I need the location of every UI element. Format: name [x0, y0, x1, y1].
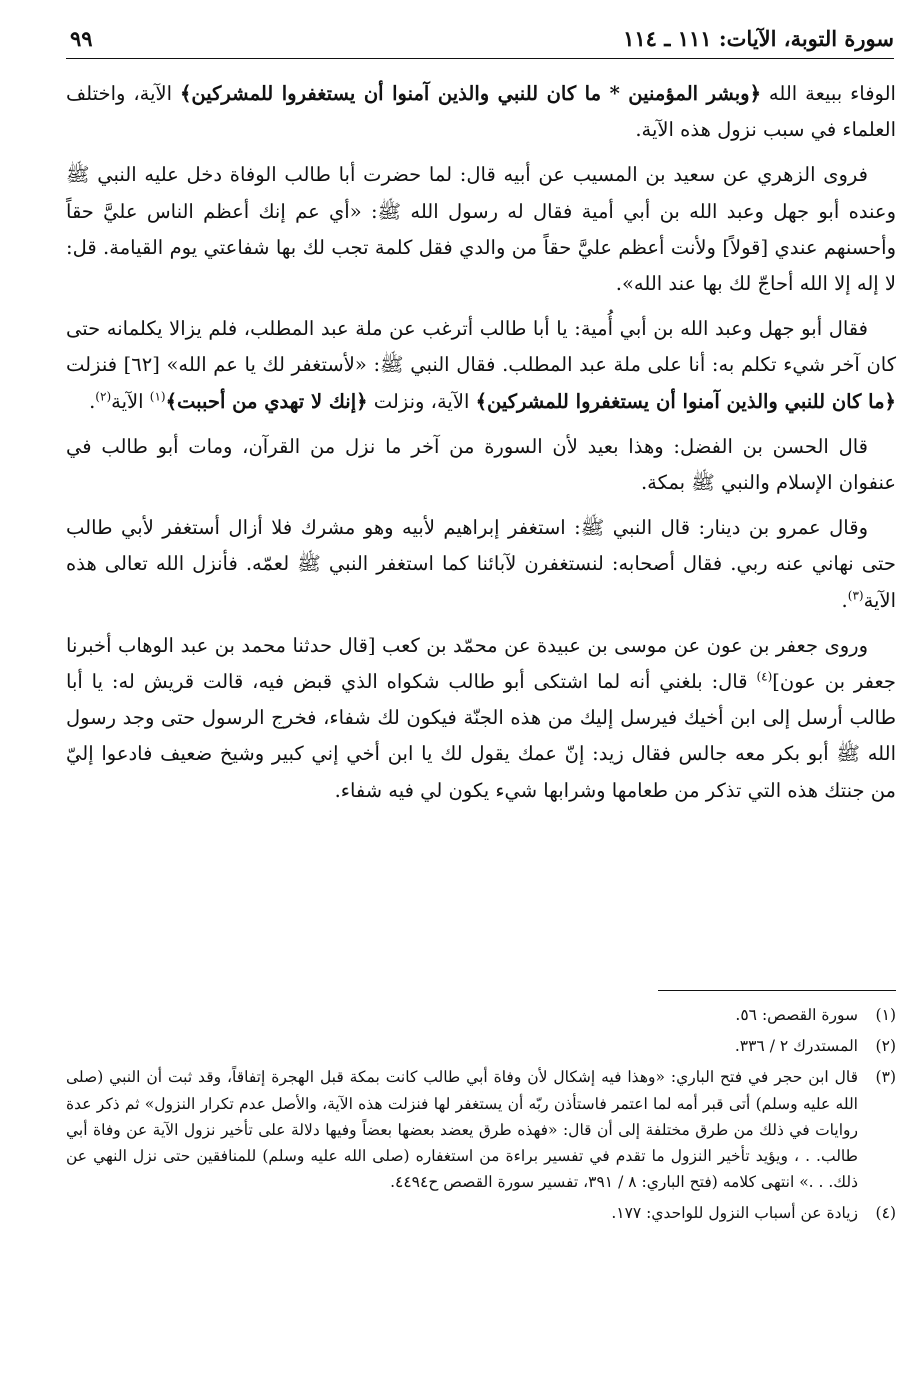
footnote-number: (٢)	[875, 1037, 896, 1056]
page-number: ٩٩	[70, 26, 93, 51]
text-run: الآية، ونزلت	[367, 389, 476, 413]
text-run: وروى جعفر بن عون عن موسى بن عبيدة عن محمّد بن كعب [قال حدثنا محمد بن عبد الوهاب أخبرنا جعفر بن عون]	[66, 633, 896, 694]
quran-verse: ﴿ما كان للنبي والذين آمنوا أن يستغفروا للمشركين﴾	[475, 389, 896, 413]
footnotes	[66, 1002, 896, 1232]
footnote-text: المستدرك ٢ / ٣٣٦.	[734, 1037, 858, 1056]
running-header	[66, 22, 894, 59]
footnote	[66, 1064, 896, 1195]
paragraph	[66, 510, 896, 619]
footnote	[66, 1033, 896, 1059]
text-run: .	[841, 588, 848, 612]
paragraph	[66, 628, 896, 809]
text-run: وقال عمرو بن دينار: قال النبي ﷺ: استغفر إبراهيم لأبيه وهو مشرك فلا أزال أستغفر لأبي طالب حتى نهاني عنه ربي. فقال أصحابه: لنستغفرن لآبائنا كما استغفر النبي ﷺ لعمّه. فأنزل الله تعالى هذه الآية	[66, 516, 896, 612]
paragraph	[66, 76, 896, 148]
footnote	[66, 1002, 896, 1028]
footnote-ref[interactable]: (٢)	[95, 389, 112, 404]
main-text	[66, 76, 896, 818]
footnote-ref[interactable]: (٤)	[756, 669, 773, 684]
quran-verse: ﴿وبشر المؤمنين * ما كان للنبي والذين آمنوا أن يستغفروا للمشركين﴾	[179, 82, 761, 105]
footnote-text: زيادة عن أسباب النزول للواحدي: ١٧٧.	[611, 1204, 858, 1223]
header-title: سورة التوبة، الآيات: ١١١ ـ ١١٤	[623, 26, 894, 51]
footnote-ref[interactable]: (١)	[149, 389, 166, 404]
text-run: .	[89, 389, 96, 413]
footnote-separator	[658, 990, 896, 991]
paragraph	[66, 157, 896, 302]
text-run: الآية، واختلف العلماء في سبب نزول هذه الآية.	[66, 82, 896, 142]
footnote-number: (٤)	[875, 1204, 896, 1223]
quran-verse: ﴿إنك لا تهدي من أحببت﴾	[165, 389, 368, 413]
text-run: قال الحسن بن الفضل: وهذا بعيد لأن السورة من آخر ما نزل من القرآن، ومات أبو طالب في عنفوان الإسلام والنبي ﷺ بمكة.	[66, 434, 896, 495]
paragraph	[66, 429, 896, 501]
text-run: فقال أبو جهل وعبد الله بن أبي أُمية: يا أبا طالب أترغب عن ملة عبد المطلب، فلم يزالا يكلمانه حتى كان آخر شيء تكلم به: أنا على ملة عبد المطلب. فقال النبي ﷺ: «لأستغفر لك يا عم الله» [٦٢] فنزلت	[66, 317, 896, 377]
footnote-text: قال ابن حجر في فتح الباري: «وهذا فيه إشكال لأن وفاة أبي طالب كانت بمكة قبل الهجرة إتفاقاً، وقد ثبت أن النبي (صلى الله عليه وسلم) أتى قبر أمه لما اعتمر فاستأذن ربّه أن يستغفر لها فنزلت هذه الآية، والأصل عدم تكرار النزول» ثم ذكر عدة روايات في ذلك من طرق مختلفة إلى أن قال: «فهذه طرق يعضد بعضها بعضاً وفيها دلالة على تأخير نزول الآية عن وفاة أبي طالب. . ، ويؤيد تأخير النزول ما تقدم في تفسير براءة من استغفاره (صلى الله عليه وسلم) للمنافقين حتى نزل النهي عن ذلك. . .» انتهى كلامه (فتح الباري: ٨ / ٣٩١، تفسير سورة القصص ح٤٤٩٤.	[66, 1068, 858, 1192]
footnote-text: سورة القصص: ٥٦.	[735, 1006, 858, 1024]
text-run: فروى الزهري عن سعيد بن المسيب عن أبيه قال: لما حضرت أبا طالب الوفاة دخل عليه النبي ﷺ وعنده أبو جهل وعبد الله بن أبي أمية فقال له رسول الله ﷺ: «أي عم إنك أعظم الناس عليَّ حقاً وأحسنهم عندي [قولاً] ولأنت أعظم عليَّ حقاً من والدي فقل كلمة تجب لك بها شفاعتي يوم القيامة. قل: لا إله إلا الله أحاجّ لك بها عند الله».	[66, 163, 896, 296]
text-run: الآية	[111, 389, 150, 413]
footnote	[66, 1200, 896, 1226]
text-run: الوفاء ببيعة الله	[761, 82, 896, 105]
footnote-ref[interactable]: (٣)	[847, 588, 864, 603]
footnote-number: (٣)	[875, 1068, 896, 1087]
footnote-number: (١)	[875, 1006, 896, 1024]
paragraph	[66, 311, 896, 420]
text-run: قال: بلغني أنه لما اشتكى أبو طالب شكواه الذي قبض فيه، قالت قريش له: يا أبا طالب أرسل إلى ابن أخيك فيرسل إليك من هذه الجنّة فيكون لك شفاء، فخرج الرسول حتى وجد رسول الله ﷺ أبو بكر معه جالس فقال زيد: إنّ عمك يقول لك يا ابن أخي إني كبير وشيخ ضعيف فادعوا إليّ من جنتك هذه التي تذكر من طعامها وشرابها شيء يكون لي فيه شفاء.	[66, 670, 896, 802]
